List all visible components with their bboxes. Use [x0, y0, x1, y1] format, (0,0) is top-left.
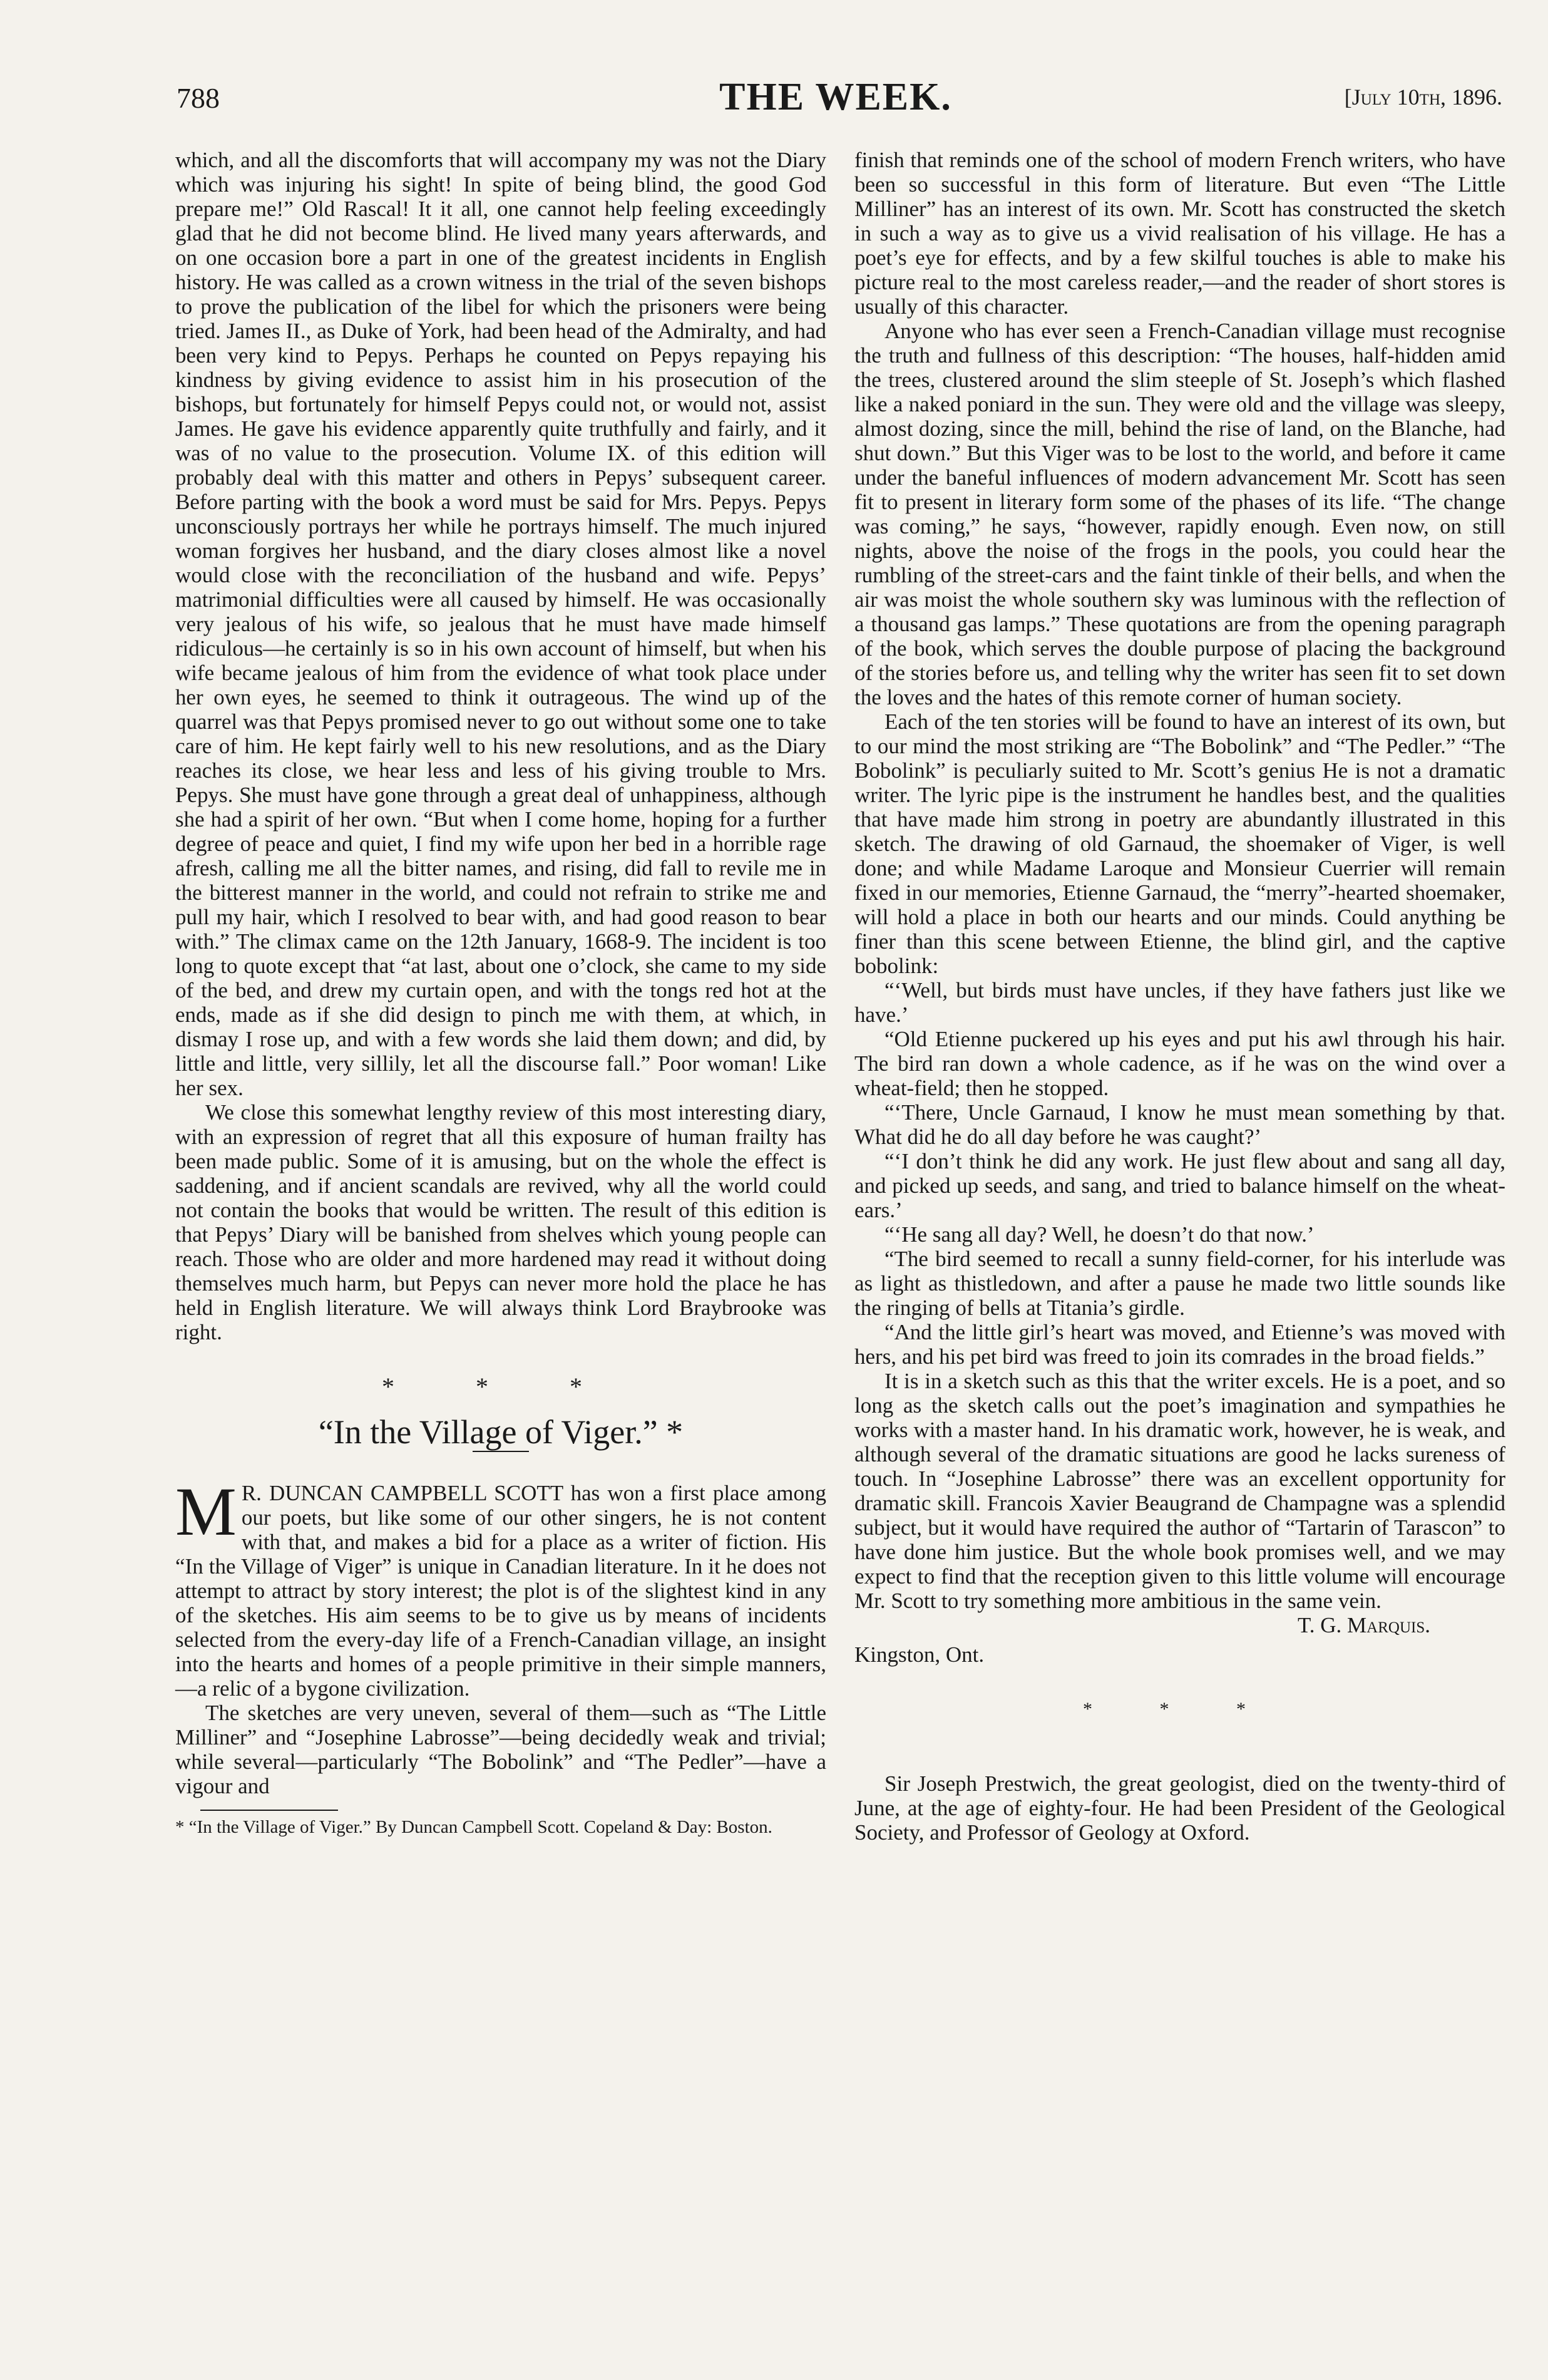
article-paragraph: The sketches are very uneven, several of them—such as “The Little Milliner” and “Josephine Labrosse”—being decidedly weak and trivial; while several—particularly “The Bobolink” and “The Pedler”—have a vigour and [175, 1701, 826, 1798]
title-rule [473, 1451, 529, 1452]
left-column [175, 148, 826, 1838]
paragraph: Anyone who has ever seen a French-Canadian village must recognise the truth and fullness of this description: “The houses, half-hidden amid the trees, clustered around the slim steeple of St. Joseph’s which flashed like a naked poniard in the sun. They were old and the village was sleepy, almost dozing, since the mill, behind the rise of land, on the Blanche, had shut down.” But this Viger was to be lost to the world, and before it came under the baneful influences of modern advancement Mr. Scott has seen fit to present in literary form some of the phases of its life. “The change was coming,” he says, “however, rapidly enough. Even now, on still nights, above the noise of the frogs in the pools, you could hear the rumbling of the street-cars and the faint tinkle of their bells, and when the air was moist the whole southern sky was luminous with the reflection of a thousand gas lamps.” These quotations are from the opening paragraph of the book, which serves the double purpose of placing the background of the stories before us, and telling why the writer has seen fit to set down the loves and the hates of this remote corner of human society. [854, 319, 1505, 709]
paragraph: It is in a sketch such as this that the writer excels. He is a poet, and so long as the sketch calls out the poet’s imagination and sympathies he works with a master hand. In his dramatic work, however, he is weak, and although several of the dramatic situations are good he lacks sureness of touch. In “Josephine Labrosse” there was an excellent opportunity for dramatic skill. Francois Xavier Beaugrand de Champagne was a splendid subject, but it would have required the author of “Tartarin of Tarascon” to have done him justice. But the whole book promises well, and we may expect to find that the reception given to this little volume will encourage Mr. Scott to try something more ambitious in the same vein. [854, 1369, 1505, 1613]
right-column [854, 148, 1505, 1845]
quote-paragraph: “‘There, Uncle Garnaud, I know he must mean something by that. What did he do all day before he was caught?’ [854, 1100, 1505, 1149]
quote-paragraph: “‘I don’t think he did any work. He just flew about and sang all day, and picked up seeds, and sang, and tried to balance himself on the wheat-ears.’ [854, 1149, 1505, 1222]
article-title: “In the Village of Viger.” * [318, 1413, 684, 1451]
dropcap: M [175, 1473, 237, 1550]
paragraph: Each of the ten stories will be found to have an interest of its own, but to our mind the most striking are “The Bobolink” and “The Pedler.” “The Bobolink” is peculiarly suited to Mr. Scott’s genius He is not a dramatic writer. The lyric pipe is the instrument he handles best, and the qualities that have made him strong in poetry are abundantly illustrated in this sketch. The drawing of old Garnaud, the shoemaker of Viger, is well done; and while Madame Laroque and Monsieur Cuerrier will remain fixed in our memories, Etienne Garnaud, the “merry”-hearted shoemaker, will hold a place in both our hearts and our minds. Could anything be finer than this scene between Etienne, the blind girl, and the captive bobolink: [854, 709, 1505, 978]
quote-paragraph: “‘Well, but birds must have uncles, if they have fathers just like we have.’ [854, 978, 1505, 1027]
place: Kingston, Ont. [854, 1642, 985, 1667]
issue-date: [July 10th, 1896. [1344, 85, 1502, 110]
paragraph: finish that reminds one of the school of modern French writers, who have been so successful in this form of literature. But even “The Little Milliner” has an interest of its own. Mr. Scott has constructed the sketch in such a way as to give us a vivid realisation of his village. He has a poet’s eye for effects, and by a few skilful touches is able to make his picture real to the most careless reader,—and the reader of short stores is usually of this character. [854, 148, 1505, 319]
section-separator: * * * [1083, 1699, 1277, 1719]
article-paragraph-text: R. DUNCAN CAMPBELL SCOTT has won a first place among our poets, but like some of our other singers, he is not content with that, and makes a bid for a place as a writer of fiction. His “In the Village of Viger” is unique in Canadian literature. In it he does not attempt to attract by story interest; the plot is of the slightest kind in any of the sketches. His aim seems to be to give us by means of incidents selected from the every-day life of a French-Canadian village, an insight into the hearts and homes of a people primitive in their simple manners,—a relic of a bygone civilization. [175, 1481, 826, 1701]
paragraph: Sir Joseph Prestwich, the great geologist, died on the twenty-third of June, at the age of eighty-four. He had been President of the Geological Society, and Professor of Geology at Oxford. [854, 1771, 1505, 1845]
paragraph: which, and all the discomforts that will accompany my was not the Diary which was injuring his sight! In spite of being blind, the good God prepare me!” Old Rascal! It it all, one cannot help feeling exceedingly glad that he did not become blind. He lived many years afterwards, and on one occasion bore a part in one of the greatest incidents in English history. He was called as a crown witness in the trial of the seven bishops to prove the publication of the libel for which the prisoners were being tried. James II., as Duke of York, had been head of the Admiralty, and had been very kind to Pepys. Perhaps he counted on Pepys repaying his kindness by giving evidence to assist him in his prosecution of the bishops, but fortunately for himself Pepys could not, or would not, assist James. He gave his evidence apparently quite truthfully and fairly, and it was of no value to the prosecution. Volume IX. of this edition will probably deal with this matter and others in Pepys’ subsequent career. Before parting with the book a word must be said for Mrs. Pepys. Pepys unconsciously portrays her while he portrays himself. The much injured woman forgives her husband, and the diary closes almost like a novel would close with the reconciliation of the husband and wife. Pepys’ matrimonial difficulties were all caused by himself. He was occasionally very jealous of his wife, so jealous that he must have made himself ridiculous—he certainly is so in his own account of himself, but when his wife became jealous of him from the evidence of what took place under her own eyes, he seemed to think it outrageous. The wind up of the quarrel was that Pepys promised never to go out without some one to take care of him. He kept fairly well to his new resolutions, and as the Diary reaches its close, we hear less and less of his giving trouble to Mrs. Pepys. She must have gone through a great deal of unhappiness, although she had a spirit of her own. “But when I come home, hoping for a further degree of peace and quiet, I find my wife upon her bed in a horrible rage afresh, calling me all the bitter names, and rising, did fall to revile me in the bitterest manner in the world, and could not refrain to strike me and pull my hair, which I resolved to bear with, and had good reason to bear with.” The climax came on the 12th January, 1668-9. The incident is too long to quote except that “at last, about one o’clock, she came to my side of the bed, and drew my curtain open, and with the tongs red hot at the ends, made as if she did design to pinch me with them, at which, in dismay I rose up, and with a few words she laid them down; and did, by little and little, very sillily, let all the discourse fall.” Poor woman! Like her sex. [175, 148, 826, 1100]
footnote: * “In the Village of Viger.” By Duncan Campbell Scott. Copeland & Day: Boston. [175, 1817, 772, 1837]
masthead: THE WEEK. [719, 76, 952, 118]
signature: T. G. Marquis. [1298, 1613, 1430, 1637]
section-separator: * * * [382, 1373, 620, 1401]
footnote-rule [200, 1810, 338, 1811]
page-number: 788 [177, 82, 220, 114]
quote-paragraph: “The bird seemed to recall a sunny field-corner, for his interlude was as light as thistledown, and after a pause he made two little sounds like the ringing of bells at Titania’s girdle. [854, 1247, 1505, 1320]
paragraph: We close this somewhat lengthy review of this most interesting diary, with an expression of regret that all this exposure of human frailty has been made public. Some of it is amusing, but on the whole the effect is saddening, and if ancient scandals are revived, why all the world could not contain the books that would be written. The result of this edition is that Pepys’ Diary will be banished from shelves which young people can reach. Those who are older and more hardened may read it without doing themselves much harm, but Pepys can never more hold the place he has held in English literature. We will always think Lord Braybrooke was right. [175, 1100, 826, 1344]
quote-paragraph: “And the little girl’s heart was moved, and Etienne’s was moved with hers, and his pet bird was freed to join its comrades in the broad fields.” [854, 1320, 1505, 1369]
page-header [169, 75, 1502, 125]
quote-paragraph: “Old Etienne puckered up his eyes and put his awl through his hair. The bird ran down a whole cadence, as if he was on the wind over a wheat-field; then he stopped. [854, 1027, 1505, 1100]
article-paragraph [175, 1473, 826, 1701]
quote-paragraph: “‘He sang all day? Well, he doesn’t do that now.’ [884, 1222, 1315, 1247]
